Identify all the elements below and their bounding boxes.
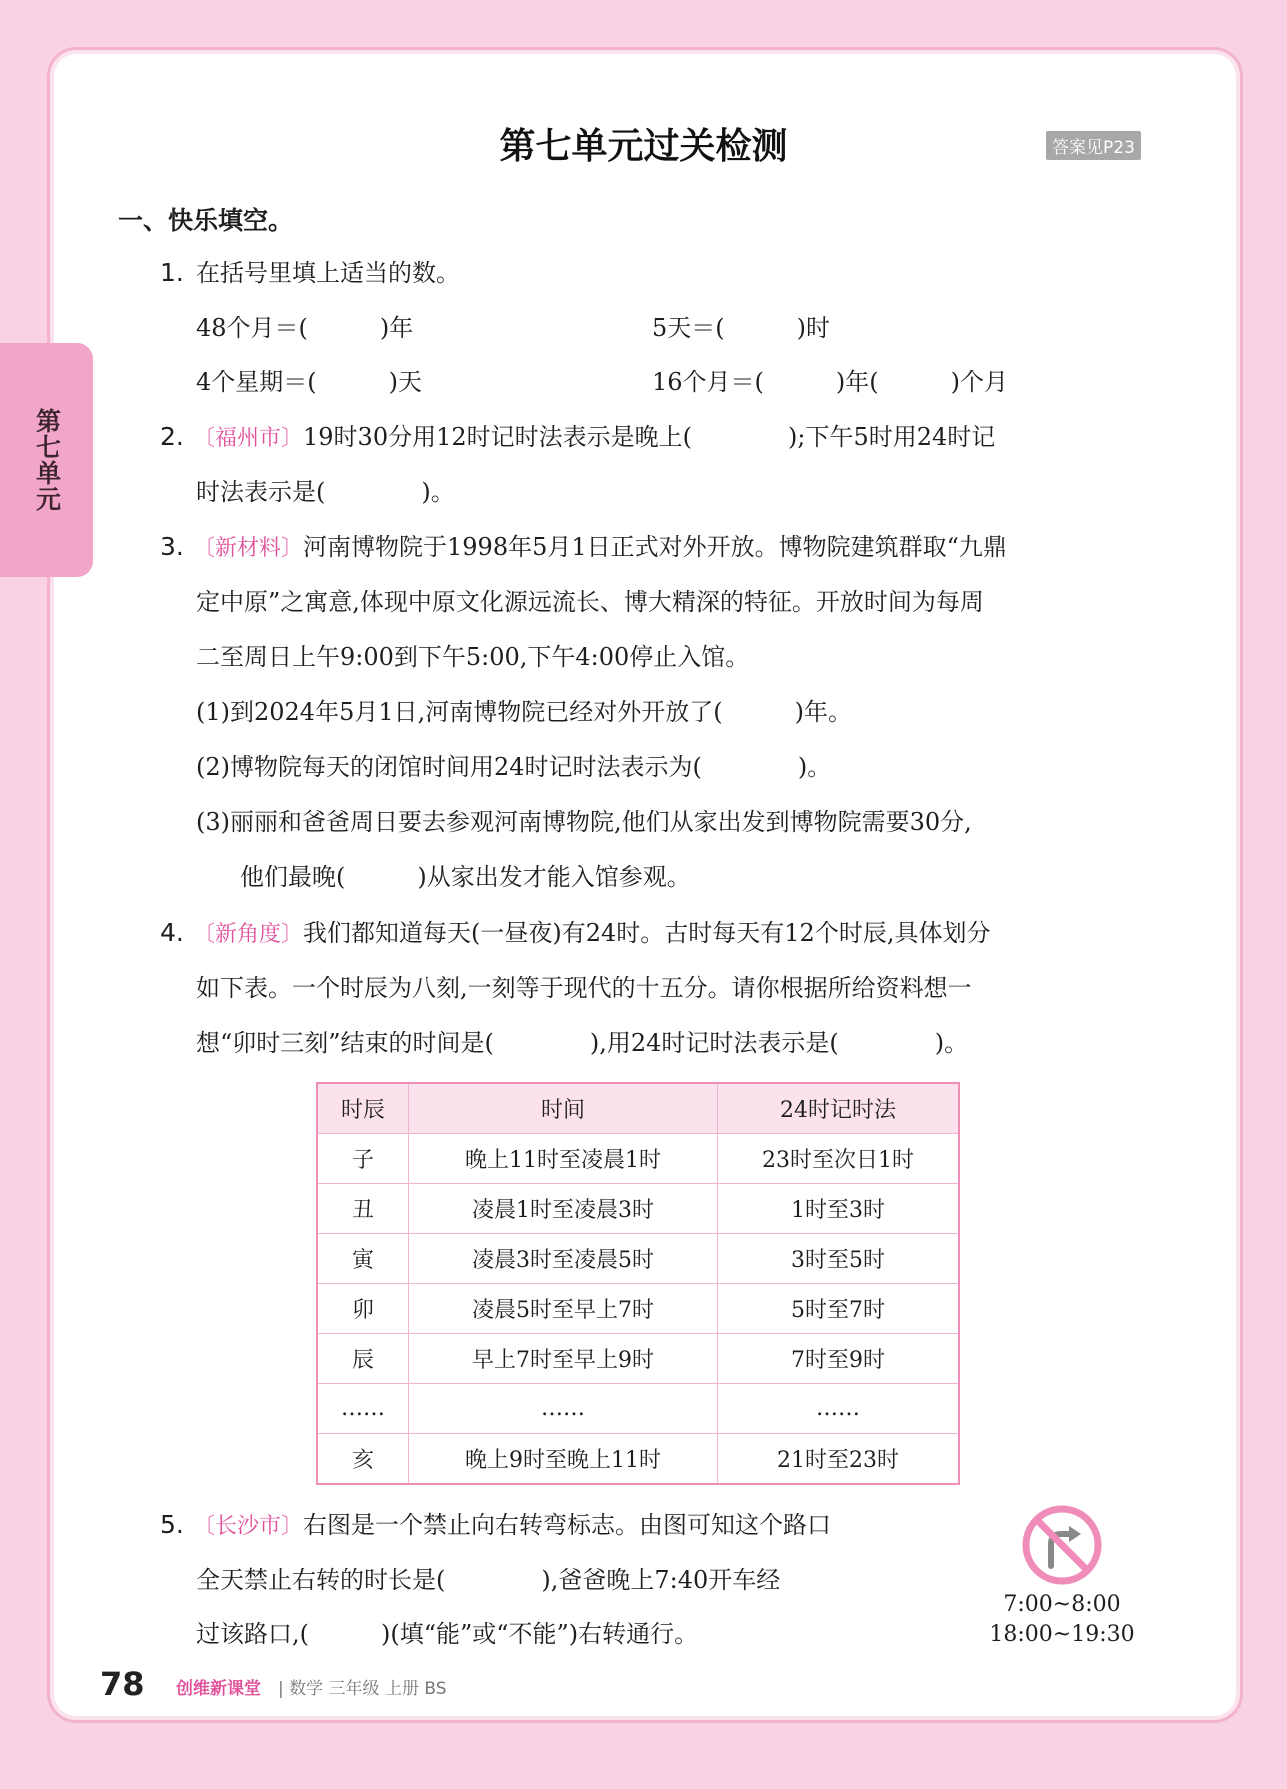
table-cell: 21时至23时 <box>718 1434 960 1485</box>
table-row <box>317 1284 959 1334</box>
table-cell: 子 <box>317 1134 409 1184</box>
question-3-line-3: 二至周日上午9:00到下午5:00,下午4:00停止入馆。 <box>196 643 750 671</box>
footer-brand: 创维新课堂 <box>176 1679 261 1699</box>
table-cell: 凌晨5时至早上7时 <box>409 1284 718 1334</box>
question-1-text: 在括号里填上适当的数。 <box>196 259 460 287</box>
table-row <box>317 1334 959 1384</box>
question-3-line-1: 河南博物院于1998年5月1日正式对外开放。博物院建筑群取“九鼎 <box>303 533 1007 561</box>
unit-side-tab <box>0 343 93 577</box>
question-5-line-3: 过该路口,( )(填“能”或“不能”)右转通行。 <box>196 1620 699 1648</box>
question-5-number: 5. <box>160 1510 184 1539</box>
section-title: 一、快乐填空。 <box>118 206 294 235</box>
table-header-cell: 24时记时法 <box>718 1083 960 1134</box>
question-2-line-2: 时法表示是( )。 <box>196 478 455 506</box>
page-number: 78 <box>100 1665 145 1703</box>
table-cell: …… <box>317 1384 409 1434</box>
table-cell: 1时至3时 <box>718 1184 960 1234</box>
question-3-line-2: 定中原”之寓意,体现中原文化源远流长、博大精深的特征。开放时间为每周 <box>196 588 984 616</box>
table-cell: 卯 <box>317 1284 409 1334</box>
no-right-turn-sign-icon <box>1021 1504 1103 1586</box>
question-4-number: 4. <box>160 918 184 947</box>
question-2-number: 2. <box>160 422 184 451</box>
table-row <box>317 1434 959 1485</box>
table-cell: 早上7时至早上9时 <box>409 1334 718 1384</box>
table-cell: …… <box>409 1384 718 1434</box>
question-2-line-1: 19时30分用12时记时法表示是晚上( );下午5时用24时记 <box>303 423 996 451</box>
footer-book-info: | 数学 三年级 上册 BS <box>278 1679 447 1699</box>
table-cell: 5时至7时 <box>718 1284 960 1334</box>
table-cell: 丑 <box>317 1184 409 1234</box>
question-4-line-2: 如下表。一个时辰为八刻,一刻等于现代的十五分。请你根据所给资料想一 <box>196 974 972 1002</box>
sign-time-morning: 7:00~8:00 <box>1003 1592 1121 1617</box>
question-3-number: 3. <box>160 532 184 561</box>
question-1-item-months-to-years-months: 16个月＝( )年( )个月 <box>652 368 1008 396</box>
question-3-source-tag: 〔新材料〕 <box>193 536 304 561</box>
question-4-line-1: 我们都知道每天(一昼夜)有24时。古时每天有12个时辰,具体划分 <box>303 919 991 947</box>
sign-time-panel <box>986 1590 1138 1650</box>
sign-time-evening: 18:00~19:30 <box>989 1622 1135 1647</box>
table-cell: 晚上11时至凌晨1时 <box>409 1134 718 1184</box>
table-cell: 23时至次日1时 <box>718 1134 960 1184</box>
question-5-line-2: 全天禁止右转的时长是( ),爸爸晚上7:40开车经 <box>196 1566 781 1594</box>
table-cell: 晚上9时至晚上11时 <box>409 1434 718 1485</box>
unit-side-tab-label: 第七单元 <box>32 408 62 512</box>
question-4-line-3: 想“卯时三刻”结束的时间是( ),用24时记时法表示是( )。 <box>196 1029 969 1057</box>
table-row <box>317 1184 959 1234</box>
question-1-item-months-to-years: 48个月＝( )年 <box>196 314 414 342</box>
question-5-source-tag: 〔长沙市〕 <box>193 1514 304 1539</box>
question-3-sub-2: (2)博物院每天的闭馆时间用24时记时法表示为( )。 <box>196 753 832 781</box>
table-cell: 辰 <box>317 1334 409 1384</box>
table-cell: 7时至9时 <box>718 1334 960 1384</box>
answer-reference-badge: 答案见P23 <box>1046 131 1141 160</box>
table-row <box>317 1234 959 1284</box>
question-1-item-days-to-hours: 5天＝( )时 <box>652 314 830 342</box>
question-3-sub-3-line-1: (3)丽丽和爸爸周日要去参观河南博物院,他们从家出发到博物院需要30分, <box>196 808 972 836</box>
table-row <box>317 1384 959 1434</box>
table-header-row <box>317 1083 959 1134</box>
table-cell: 凌晨1时至凌晨3时 <box>409 1184 718 1234</box>
page-title: 第七单元过关检测 <box>499 126 788 167</box>
table-cell: 凌晨3时至凌晨5时 <box>409 1234 718 1284</box>
table-cell: …… <box>718 1384 960 1434</box>
question-2-source-tag: 〔福州市〕 <box>193 426 304 451</box>
table-row <box>317 1134 959 1184</box>
table-header-cell: 时辰 <box>317 1083 409 1134</box>
question-1-number: 1. <box>160 258 184 287</box>
question-5-line-1: 右图是一个禁止向右转弯标志。由图可知这个路口 <box>303 1511 832 1539</box>
table-cell: 亥 <box>317 1434 409 1485</box>
question-3-sub-1: (1)到2024年5月1日,河南博物院已经对外开放了( )年。 <box>196 698 852 726</box>
shichen-table <box>316 1082 960 1485</box>
question-3-sub-3-line-2: 他们最晚( )从家出发才能入馆参观。 <box>240 863 691 891</box>
table-cell: 3时至5时 <box>718 1234 960 1284</box>
question-1-item-weeks-to-days: 4个星期＝( )天 <box>196 368 422 396</box>
table-cell: 寅 <box>317 1234 409 1284</box>
table-header-cell: 时间 <box>409 1083 718 1134</box>
question-4-source-tag: 〔新角度〕 <box>193 922 304 947</box>
